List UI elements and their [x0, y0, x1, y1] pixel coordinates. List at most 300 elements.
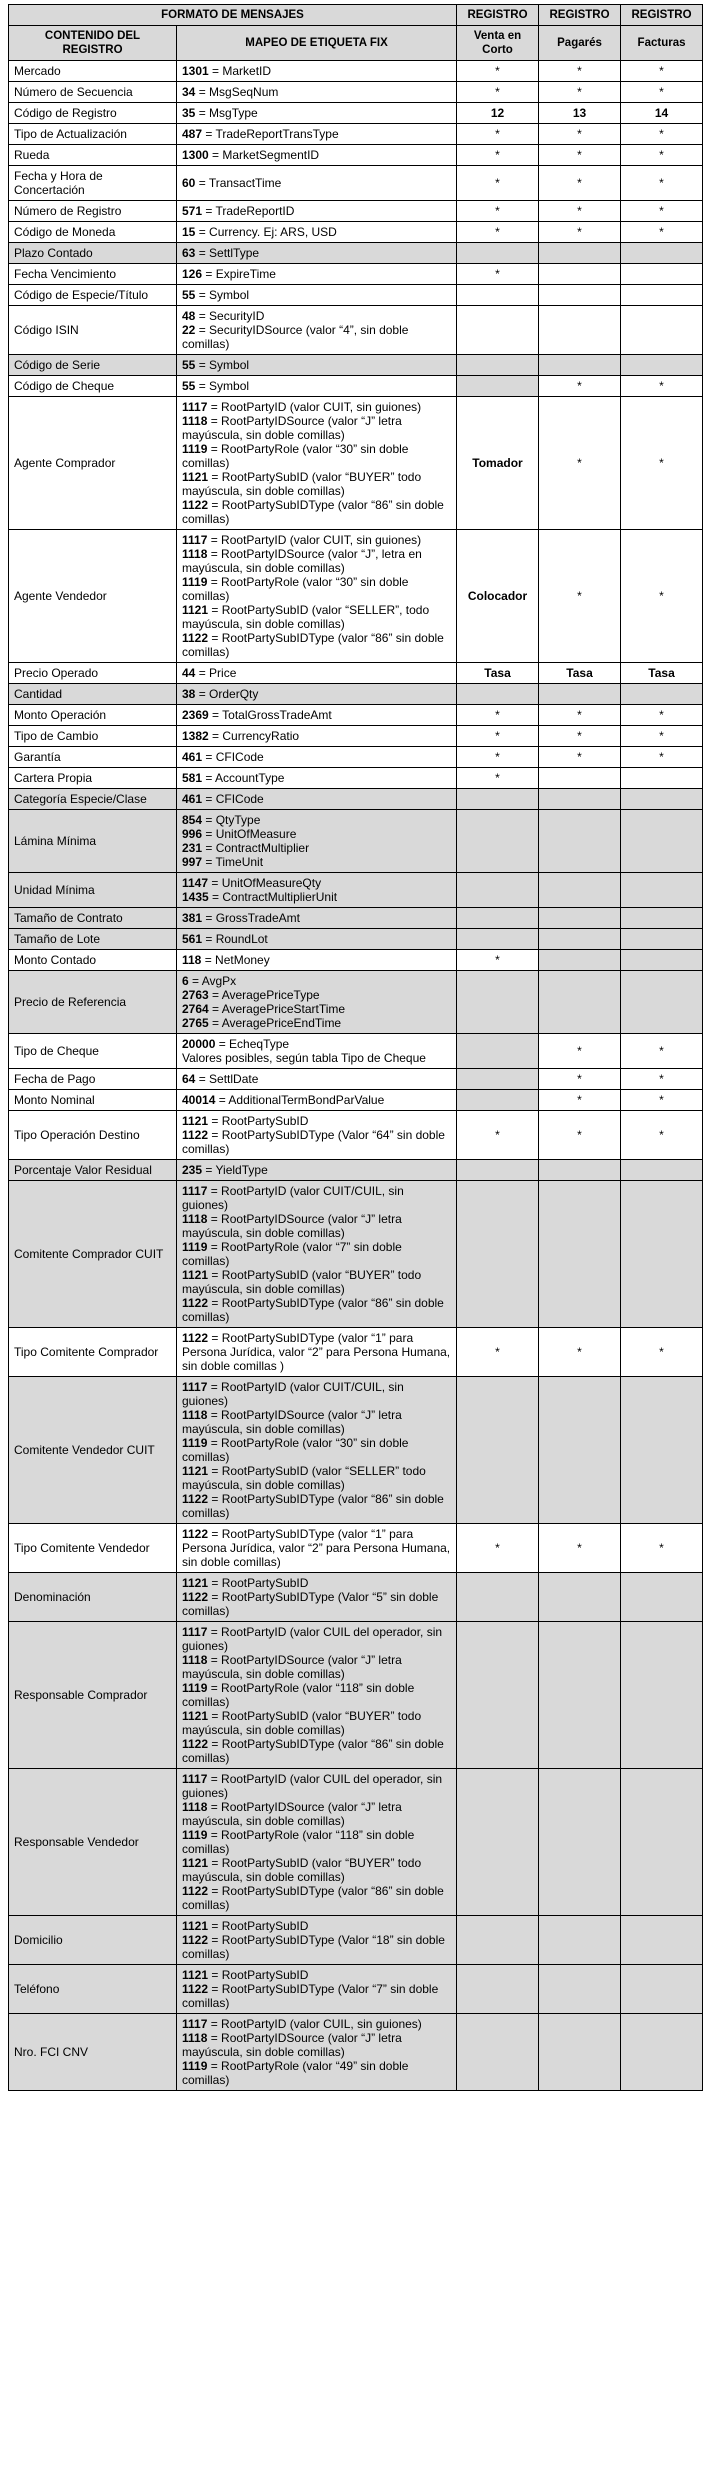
- pagares-cell: *: [539, 82, 621, 103]
- fix-mapping-line: [182, 1653, 451, 1681]
- table-row: [9, 929, 703, 950]
- fix-mapping-line: [182, 547, 451, 575]
- fix-field: = RootPartySubIDType (Valor “18” sin doble comillas): [182, 1933, 445, 1961]
- facturas-cell: [621, 1181, 703, 1328]
- fix-mapping-line: [182, 1856, 451, 1884]
- pagares-cell: [539, 1181, 621, 1328]
- table-row: [9, 530, 703, 663]
- fix-field: = RootPartyIDSource (valor “J” letra mayúscula, sin doble comillas): [182, 1408, 402, 1436]
- fix-mapping-line: [182, 1590, 451, 1618]
- fix-mapping-line: [182, 1576, 451, 1590]
- table-row: [9, 201, 703, 222]
- fix-tag: 38: [182, 687, 196, 701]
- fix-tag: 126: [182, 267, 203, 281]
- row-label: Tipo de Cambio: [9, 726, 177, 747]
- facturas-cell: *: [621, 222, 703, 243]
- fix-mapping: [177, 1160, 457, 1181]
- fix-mapping-line: [182, 890, 451, 904]
- fix-mapping-line: [182, 309, 451, 323]
- venta-en-corto-cell: [457, 1769, 539, 1916]
- pagares-cell: *: [539, 201, 621, 222]
- fix-mapping-line: [182, 911, 451, 925]
- fix-tag: 6: [182, 974, 189, 988]
- fix-mapping-line: [182, 1968, 451, 1982]
- facturas-cell: *: [621, 201, 703, 222]
- fix-field: = NetMoney: [201, 953, 270, 967]
- table-row: [9, 285, 703, 306]
- fix-mapping: [177, 768, 457, 789]
- row-label: Fecha y Hora de Concertación: [9, 166, 177, 201]
- facturas-cell: *: [621, 1090, 703, 1111]
- fix-tag: 60: [182, 176, 196, 190]
- fix-mapping-line: [182, 204, 451, 218]
- fix-mapping-line: [182, 932, 451, 946]
- fix-tag: 22: [182, 323, 196, 337]
- facturas-cell: *: [621, 705, 703, 726]
- fix-tag: 1122: [182, 498, 209, 512]
- table-row: [9, 1160, 703, 1181]
- row-label: Cantidad: [9, 684, 177, 705]
- fix-field: = RootPartyID (valor CUIT/CUIL, sin guiones): [182, 1184, 404, 1212]
- fix-mapping: [177, 166, 457, 201]
- row-label: Unidad Mínima: [9, 873, 177, 908]
- table-row: [9, 376, 703, 397]
- header-mapeo: MAPEO DE ETIQUETA FIX: [177, 26, 457, 61]
- fix-mapping-line: [182, 470, 451, 498]
- fix-tag: 1121: [182, 603, 209, 617]
- venta-en-corto-cell: [457, 1622, 539, 1769]
- pagares-cell: [539, 285, 621, 306]
- fix-tag: 1118: [182, 1800, 208, 1814]
- fix-mapping: [177, 1111, 457, 1160]
- fix-tag: 1122: [182, 631, 209, 645]
- fix-field: = RootPartySubID: [208, 1968, 309, 1982]
- fix-tag: 1118: [182, 1212, 208, 1226]
- fix-field: = RootPartySubID (valor “SELLER”, todo mayúscula, sin doble comillas): [182, 603, 430, 631]
- fix-field: = RootPartySubID: [208, 1919, 309, 1933]
- venta-en-corto-cell: [457, 1069, 539, 1090]
- message-format-table: [8, 4, 703, 2091]
- venta-en-corto-cell: *: [457, 145, 539, 166]
- fix-field: = TotalGrossTradeAmt: [208, 708, 332, 722]
- fix-tag: 1122: [182, 1492, 209, 1506]
- fix-tag: 1300: [182, 148, 209, 162]
- fix-mapping: [177, 124, 457, 145]
- fix-mapping-line: [182, 533, 451, 547]
- pagares-cell: *: [539, 705, 621, 726]
- fix-mapping-line: [182, 1037, 451, 1051]
- fix-mapping: [177, 2014, 457, 2091]
- row-label: Comitente Comprador CUIT: [9, 1181, 177, 1328]
- fix-mapping-line: [182, 288, 451, 302]
- fix-tag: 1121: [182, 1576, 209, 1590]
- facturas-cell: [621, 1622, 703, 1769]
- fix-mapping-line: [182, 687, 451, 701]
- fix-field: = RootPartySubIDType (Valor “7” sin doble comillas): [182, 1982, 439, 2010]
- venta-en-corto-cell: *: [457, 1111, 539, 1160]
- fix-tag: 1122: [182, 1884, 209, 1898]
- fix-mapping-line: [182, 379, 451, 393]
- fix-mapping-line: [182, 1737, 451, 1765]
- pagares-cell: *: [539, 1328, 621, 1377]
- fix-tag: 461: [182, 750, 203, 764]
- venta-en-corto-cell: [457, 1181, 539, 1328]
- fix-mapping-line: [182, 148, 451, 162]
- fix-mapping-line: [182, 953, 451, 967]
- fix-field: = RootPartyIDSource (valor “J” letra mayúscula, sin doble comillas): [182, 1653, 402, 1681]
- fix-field: = Price: [195, 666, 237, 680]
- fix-tag: 235: [182, 1163, 203, 1177]
- fix-tag: 63: [182, 246, 196, 260]
- fix-mapping-line: [182, 1933, 451, 1961]
- table-row: [9, 103, 703, 124]
- pagares-cell: [539, 1377, 621, 1524]
- fix-field: = RootPartySubIDType (valor “1” para Persona Jurídica, valor “2” para Persona Humana, sin doble comillas): [182, 1527, 451, 1569]
- venta-en-corto-cell: *: [457, 166, 539, 201]
- row-label: Tipo Comitente Vendedor: [9, 1524, 177, 1573]
- fix-field: = RootPartyIDSource (valor “J”, letra en mayúscula, sin doble comillas): [182, 547, 422, 575]
- fix-tag: 1119: [182, 1436, 208, 1450]
- fix-mapping-line: [182, 1408, 451, 1436]
- fix-field: = TradeReportTransType: [202, 127, 339, 141]
- pagares-cell: [539, 684, 621, 705]
- fix-mapping-line: [182, 1828, 451, 1856]
- fix-tag: 1118: [182, 547, 208, 561]
- venta-en-corto-cell: [457, 810, 539, 873]
- fix-tag: 118: [182, 953, 202, 967]
- fix-mapping-line: [182, 1800, 451, 1828]
- row-label: Monto Contado: [9, 950, 177, 971]
- table-body: [9, 61, 703, 2091]
- fix-tag: 55: [182, 379, 196, 393]
- fix-mapping-line: [182, 1884, 451, 1912]
- facturas-cell: [621, 768, 703, 789]
- fix-tag: 381: [182, 911, 203, 925]
- table-row: [9, 747, 703, 768]
- row-label: Fecha de Pago: [9, 1069, 177, 1090]
- venta-en-corto-cell: *: [457, 726, 539, 747]
- table-row: [9, 950, 703, 971]
- fix-field: = MarketSegmentID: [208, 148, 320, 162]
- row-label: Domicilio: [9, 1916, 177, 1965]
- fix-mapping: [177, 397, 457, 530]
- fix-mapping: [177, 306, 457, 355]
- venta-en-corto-cell: [457, 1090, 539, 1111]
- fix-tag: 55: [182, 358, 196, 372]
- fix-tag: 40014: [182, 1093, 216, 1107]
- fix-field: = AccountType: [202, 771, 285, 785]
- table-row: [9, 1328, 703, 1377]
- fix-field: = TradeReportID: [202, 204, 295, 218]
- venta-en-corto-cell: *: [457, 82, 539, 103]
- fix-mapping-line: [182, 246, 451, 260]
- venta-en-corto-cell: *: [457, 264, 539, 285]
- fix-mapping-line: [182, 813, 451, 827]
- fix-field: = SettlType: [195, 246, 260, 260]
- fix-tag: 1121: [182, 470, 209, 484]
- pagares-cell: [539, 768, 621, 789]
- facturas-cell: Tasa: [621, 663, 703, 684]
- fix-field: = ContractMultiplierUnit: [208, 890, 338, 904]
- pagares-cell: *: [539, 1524, 621, 1573]
- table-row: [9, 684, 703, 705]
- fix-mapping: [177, 145, 457, 166]
- venta-en-corto-cell: 12: [457, 103, 539, 124]
- fix-field: = RootPartySubID (valor “BUYER” todo mayúscula, sin doble comillas): [182, 1709, 422, 1737]
- fix-tag: 1119: [182, 1240, 208, 1254]
- fix-mapping-line: [182, 127, 451, 141]
- fix-field: = RoundLot: [202, 932, 268, 946]
- fix-tag: 1435: [182, 890, 209, 904]
- pagares-cell: *: [539, 1069, 621, 1090]
- venta-en-corto-cell: [457, 355, 539, 376]
- row-label: Tipo Operación Destino: [9, 1111, 177, 1160]
- table-row: [9, 1965, 703, 2014]
- row-label: Código de Cheque: [9, 376, 177, 397]
- fix-mapping: [177, 530, 457, 663]
- table-row: [9, 1069, 703, 1090]
- row-label: Nro. FCI CNV: [9, 2014, 177, 2091]
- fix-tag: 2369: [182, 708, 209, 722]
- header-registro-3: REGISTRO: [621, 5, 703, 26]
- venta-en-corto-cell: [457, 929, 539, 950]
- fix-field: = UnitOfMeasureQty: [208, 876, 322, 890]
- row-label: Tipo de Actualización: [9, 124, 177, 145]
- facturas-cell: *: [621, 726, 703, 747]
- pagares-cell: [539, 1769, 621, 1916]
- fix-mapping-line: [182, 974, 451, 988]
- facturas-cell: 14: [621, 103, 703, 124]
- fix-field: = RootPartySubID: [208, 1114, 309, 1128]
- venta-en-corto-cell: [457, 971, 539, 1034]
- facturas-cell: [621, 1965, 703, 2014]
- fix-field: = RootPartySubIDType (valor “86” sin doble comillas): [182, 631, 444, 659]
- fix-mapping-line: [182, 1268, 451, 1296]
- fix-mapping: [177, 873, 457, 908]
- pagares-cell: [539, 243, 621, 264]
- fix-mapping-line: [182, 2031, 451, 2059]
- fix-field: = AveragePriceStartTime: [208, 1002, 346, 1016]
- fix-mapping: [177, 1965, 457, 2014]
- row-label: Código de Serie: [9, 355, 177, 376]
- pagares-cell: *: [539, 726, 621, 747]
- fix-tag: 1121: [182, 1919, 209, 1933]
- row-label: Denominación: [9, 1573, 177, 1622]
- venta-en-corto-cell: Tomador: [457, 397, 539, 530]
- fix-field: = AdditionalTermBondParValue: [215, 1093, 385, 1107]
- fix-mapping-line: [182, 2059, 451, 2087]
- table-row: [9, 663, 703, 684]
- header-formato: FORMATO DE MENSAJES: [9, 5, 457, 26]
- row-label: Tamaño de Contrato: [9, 908, 177, 929]
- fix-tag: 2763: [182, 988, 209, 1002]
- facturas-cell: [621, 1769, 703, 1916]
- fix-mapping: [177, 222, 457, 243]
- fix-field: = Symbol: [195, 379, 250, 393]
- fix-mapping-line: [182, 358, 451, 372]
- fix-field: = RootPartyID (valor CUIT, sin guiones): [207, 400, 422, 414]
- pagares-cell: [539, 1622, 621, 1769]
- fix-mapping-line: [182, 575, 451, 603]
- fix-mapping: [177, 789, 457, 810]
- fix-field: = RootPartySubIDType (valor “86” sin doble comillas): [182, 1737, 444, 1765]
- fix-mapping-line: [182, 64, 451, 78]
- table-row: [9, 1622, 703, 1769]
- facturas-cell: [621, 285, 703, 306]
- fix-mapping-line: [182, 1240, 451, 1268]
- pagares-cell: *: [539, 1034, 621, 1069]
- fix-field: = SecurityIDSource (valor “4”, sin doble comillas): [182, 323, 409, 351]
- row-label: Número de Secuencia: [9, 82, 177, 103]
- fix-field: = YieldType: [202, 1163, 268, 1177]
- venta-en-corto-cell: [457, 684, 539, 705]
- fix-mapping-line: [182, 1128, 451, 1156]
- facturas-cell: [621, 1377, 703, 1524]
- fix-field: = Symbol: [195, 358, 250, 372]
- fix-field: = AveragePriceEndTime: [208, 1016, 342, 1030]
- pagares-cell: *: [539, 1111, 621, 1160]
- table-row: [9, 789, 703, 810]
- row-label: Plazo Contado: [9, 243, 177, 264]
- venta-en-corto-cell: *: [457, 950, 539, 971]
- fix-field: = RootPartyIDSource (valor “J” letra mayúscula, sin doble comillas): [182, 1800, 402, 1828]
- fix-tag: 1301: [182, 64, 209, 78]
- table-row: [9, 145, 703, 166]
- fix-mapping: [177, 971, 457, 1034]
- fix-field: = RootPartyID (valor CUIL del operador, sin guiones): [182, 1772, 443, 1800]
- fix-mapping-line: [182, 1212, 451, 1240]
- row-label: Precio de Referencia: [9, 971, 177, 1034]
- fix-mapping-line: [182, 1492, 451, 1520]
- row-label: Número de Registro: [9, 201, 177, 222]
- header-venta-en-corto: Venta en Corto: [457, 26, 539, 61]
- fix-mapping: [177, 663, 457, 684]
- facturas-cell: [621, 908, 703, 929]
- pagares-cell: *: [539, 1090, 621, 1111]
- facturas-cell: *: [621, 530, 703, 663]
- fix-tag: 487: [182, 127, 203, 141]
- fix-field: Valores posibles, según tabla Tipo de Cheque: [182, 1051, 426, 1065]
- fix-mapping: [177, 747, 457, 768]
- pagares-cell: [539, 1916, 621, 1965]
- fix-field: = Symbol: [195, 288, 250, 302]
- fix-mapping-line: [182, 1002, 451, 1016]
- row-label: Categoría Especie/Clase: [9, 789, 177, 810]
- table-row: [9, 971, 703, 1034]
- fix-mapping-line: [182, 1625, 451, 1653]
- fix-tag: 1117: [182, 1772, 208, 1786]
- fix-field: = RootPartyIDSource (valor “J” letra mayúscula, sin doble comillas): [182, 2031, 402, 2059]
- fix-tag: 1117: [182, 533, 208, 547]
- fix-tag: 1119: [182, 442, 208, 456]
- fix-mapping: [177, 355, 457, 376]
- fix-tag: 1119: [182, 1828, 208, 1842]
- facturas-cell: *: [621, 124, 703, 145]
- venta-en-corto-cell: [457, 243, 539, 264]
- pagares-cell: [539, 873, 621, 908]
- fix-mapping-line: [182, 750, 451, 764]
- pagares-cell: [539, 908, 621, 929]
- row-label: Código de Moneda: [9, 222, 177, 243]
- fix-mapping: [177, 1090, 457, 1111]
- fix-mapping-line: [182, 106, 451, 120]
- fix-tag: 231: [182, 841, 203, 855]
- table-row: [9, 705, 703, 726]
- fix-mapping-line: [182, 176, 451, 190]
- venta-en-corto-cell: *: [457, 1328, 539, 1377]
- table-row: [9, 166, 703, 201]
- fix-mapping-line: [182, 498, 451, 526]
- pagares-cell: *: [539, 61, 621, 82]
- row-label: Precio Operado: [9, 663, 177, 684]
- venta-en-corto-cell: [457, 1573, 539, 1622]
- fix-mapping-line: [182, 1331, 451, 1373]
- facturas-cell: [621, 950, 703, 971]
- fix-mapping-line: [182, 1051, 451, 1065]
- fix-field: = RootPartyIDSource (valor “J” letra mayúscula, sin doble comillas): [182, 1212, 402, 1240]
- venta-en-corto-cell: [457, 908, 539, 929]
- fix-tag: 55: [182, 288, 196, 302]
- fix-field: = CFICode: [202, 750, 264, 764]
- pagares-cell: [539, 971, 621, 1034]
- fix-mapping: [177, 1069, 457, 1090]
- table-row: [9, 355, 703, 376]
- facturas-cell: *: [621, 1328, 703, 1377]
- fix-tag: 1122: [182, 1331, 209, 1345]
- pagares-cell: *: [539, 145, 621, 166]
- row-label: Agente Vendedor: [9, 530, 177, 663]
- facturas-cell: [621, 810, 703, 873]
- fix-mapping-line: [182, 1527, 451, 1569]
- table-row: [9, 82, 703, 103]
- pagares-cell: *: [539, 747, 621, 768]
- fix-field: = OrderQty: [195, 687, 259, 701]
- fix-field: = RootPartySubID (valor “SELLER” todo mayúscula, sin doble comillas): [182, 1464, 426, 1492]
- facturas-cell: *: [621, 1524, 703, 1573]
- fix-tag: 1117: [182, 400, 208, 414]
- pagares-cell: [539, 2014, 621, 2091]
- fix-tag: 44: [182, 666, 196, 680]
- fix-field: = SettlDate: [195, 1072, 259, 1086]
- venta-en-corto-cell: *: [457, 747, 539, 768]
- fix-field: = AvgPx: [188, 974, 237, 988]
- fix-tag: 1382: [182, 729, 209, 743]
- fix-mapping-line: [182, 1919, 451, 1933]
- fix-field: = RootPartyRole (valor “49” sin doble comillas): [182, 2059, 409, 2087]
- fix-mapping: [177, 1328, 457, 1377]
- fix-mapping: [177, 1573, 457, 1622]
- fix-field: = RootPartySubIDType (valor “86” sin doble comillas): [182, 1492, 444, 1520]
- fix-field: = RootPartySubIDType (valor “86” sin doble comillas): [182, 1296, 444, 1324]
- fix-mapping-line: [182, 1464, 451, 1492]
- fix-mapping: [177, 1916, 457, 1965]
- fix-tag: 1122: [182, 1933, 209, 1947]
- header-contenido: CONTENIDO DEL REGISTRO: [9, 26, 177, 61]
- pagares-cell: [539, 929, 621, 950]
- facturas-cell: [621, 873, 703, 908]
- fix-mapping-line: [182, 267, 451, 281]
- row-label: Responsable Vendedor: [9, 1769, 177, 1916]
- fix-field: = RootPartySubIDType (valor “86” sin doble comillas): [182, 1884, 444, 1912]
- fix-tag: 1117: [182, 1625, 208, 1639]
- fix-mapping: [177, 810, 457, 873]
- fix-mapping-line: [182, 1163, 451, 1177]
- fix-tag: 1121: [182, 1464, 209, 1478]
- facturas-cell: *: [621, 1111, 703, 1160]
- header-pagares: Pagarés: [539, 26, 621, 61]
- pagares-cell: *: [539, 530, 621, 663]
- fix-field: = SecurityID: [195, 309, 265, 323]
